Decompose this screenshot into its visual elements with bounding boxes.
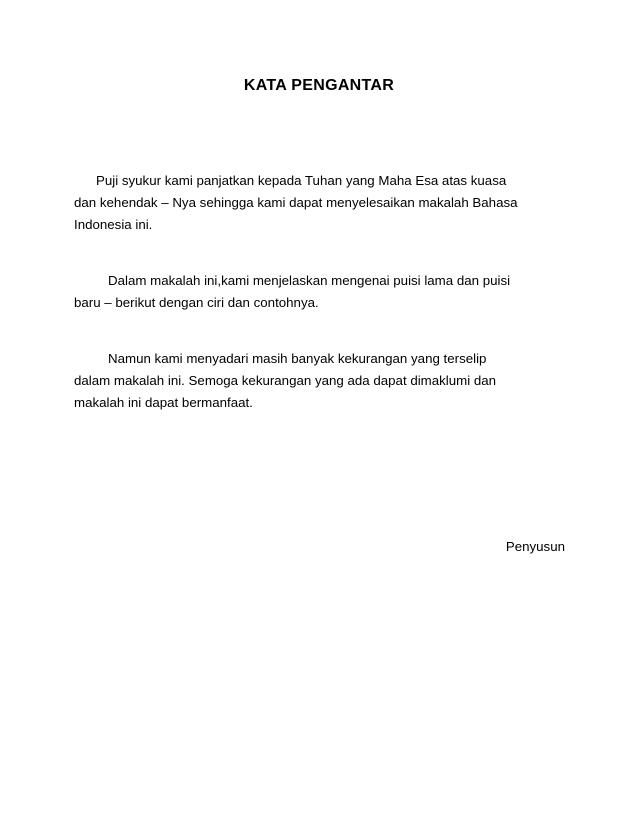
paragraph-1: [74, 170, 574, 236]
paragraph-2-line-1: Dalam makalah ini,kami menjelaskan mengenai puisi lama dan puisi: [108, 273, 511, 288]
paragraph-3-line-1: Namun kami menyadari masih banyak kekurangan yang terselip: [108, 351, 487, 366]
signature-author: Penyusun: [505, 539, 565, 554]
paragraph-3-line-3: makalah ini dapat bermanfaat.: [74, 395, 253, 410]
paragraph-2-line-2: baru – berikut dengan ciri dan contohnya.: [74, 295, 319, 310]
paragraph-1-line-3: Indonesia ini.: [74, 217, 153, 232]
paragraph-2: [74, 270, 574, 314]
paragraph-3-line-2: dalam makalah ini. Semoga kekurangan yang ada dapat dimaklumi dan: [74, 373, 497, 388]
page-title: KATA PENGANTAR: [243, 77, 395, 94]
paragraph-3: [74, 348, 574, 414]
paragraph-1-line-2: dan kehendak – Nya sehingga kami dapat menyelesaikan makalah Bahasa: [74, 195, 518, 210]
paragraph-1-line-1: Puji syukur kami panjatkan kepada Tuhan yang Maha Esa atas kuasa: [96, 173, 507, 188]
